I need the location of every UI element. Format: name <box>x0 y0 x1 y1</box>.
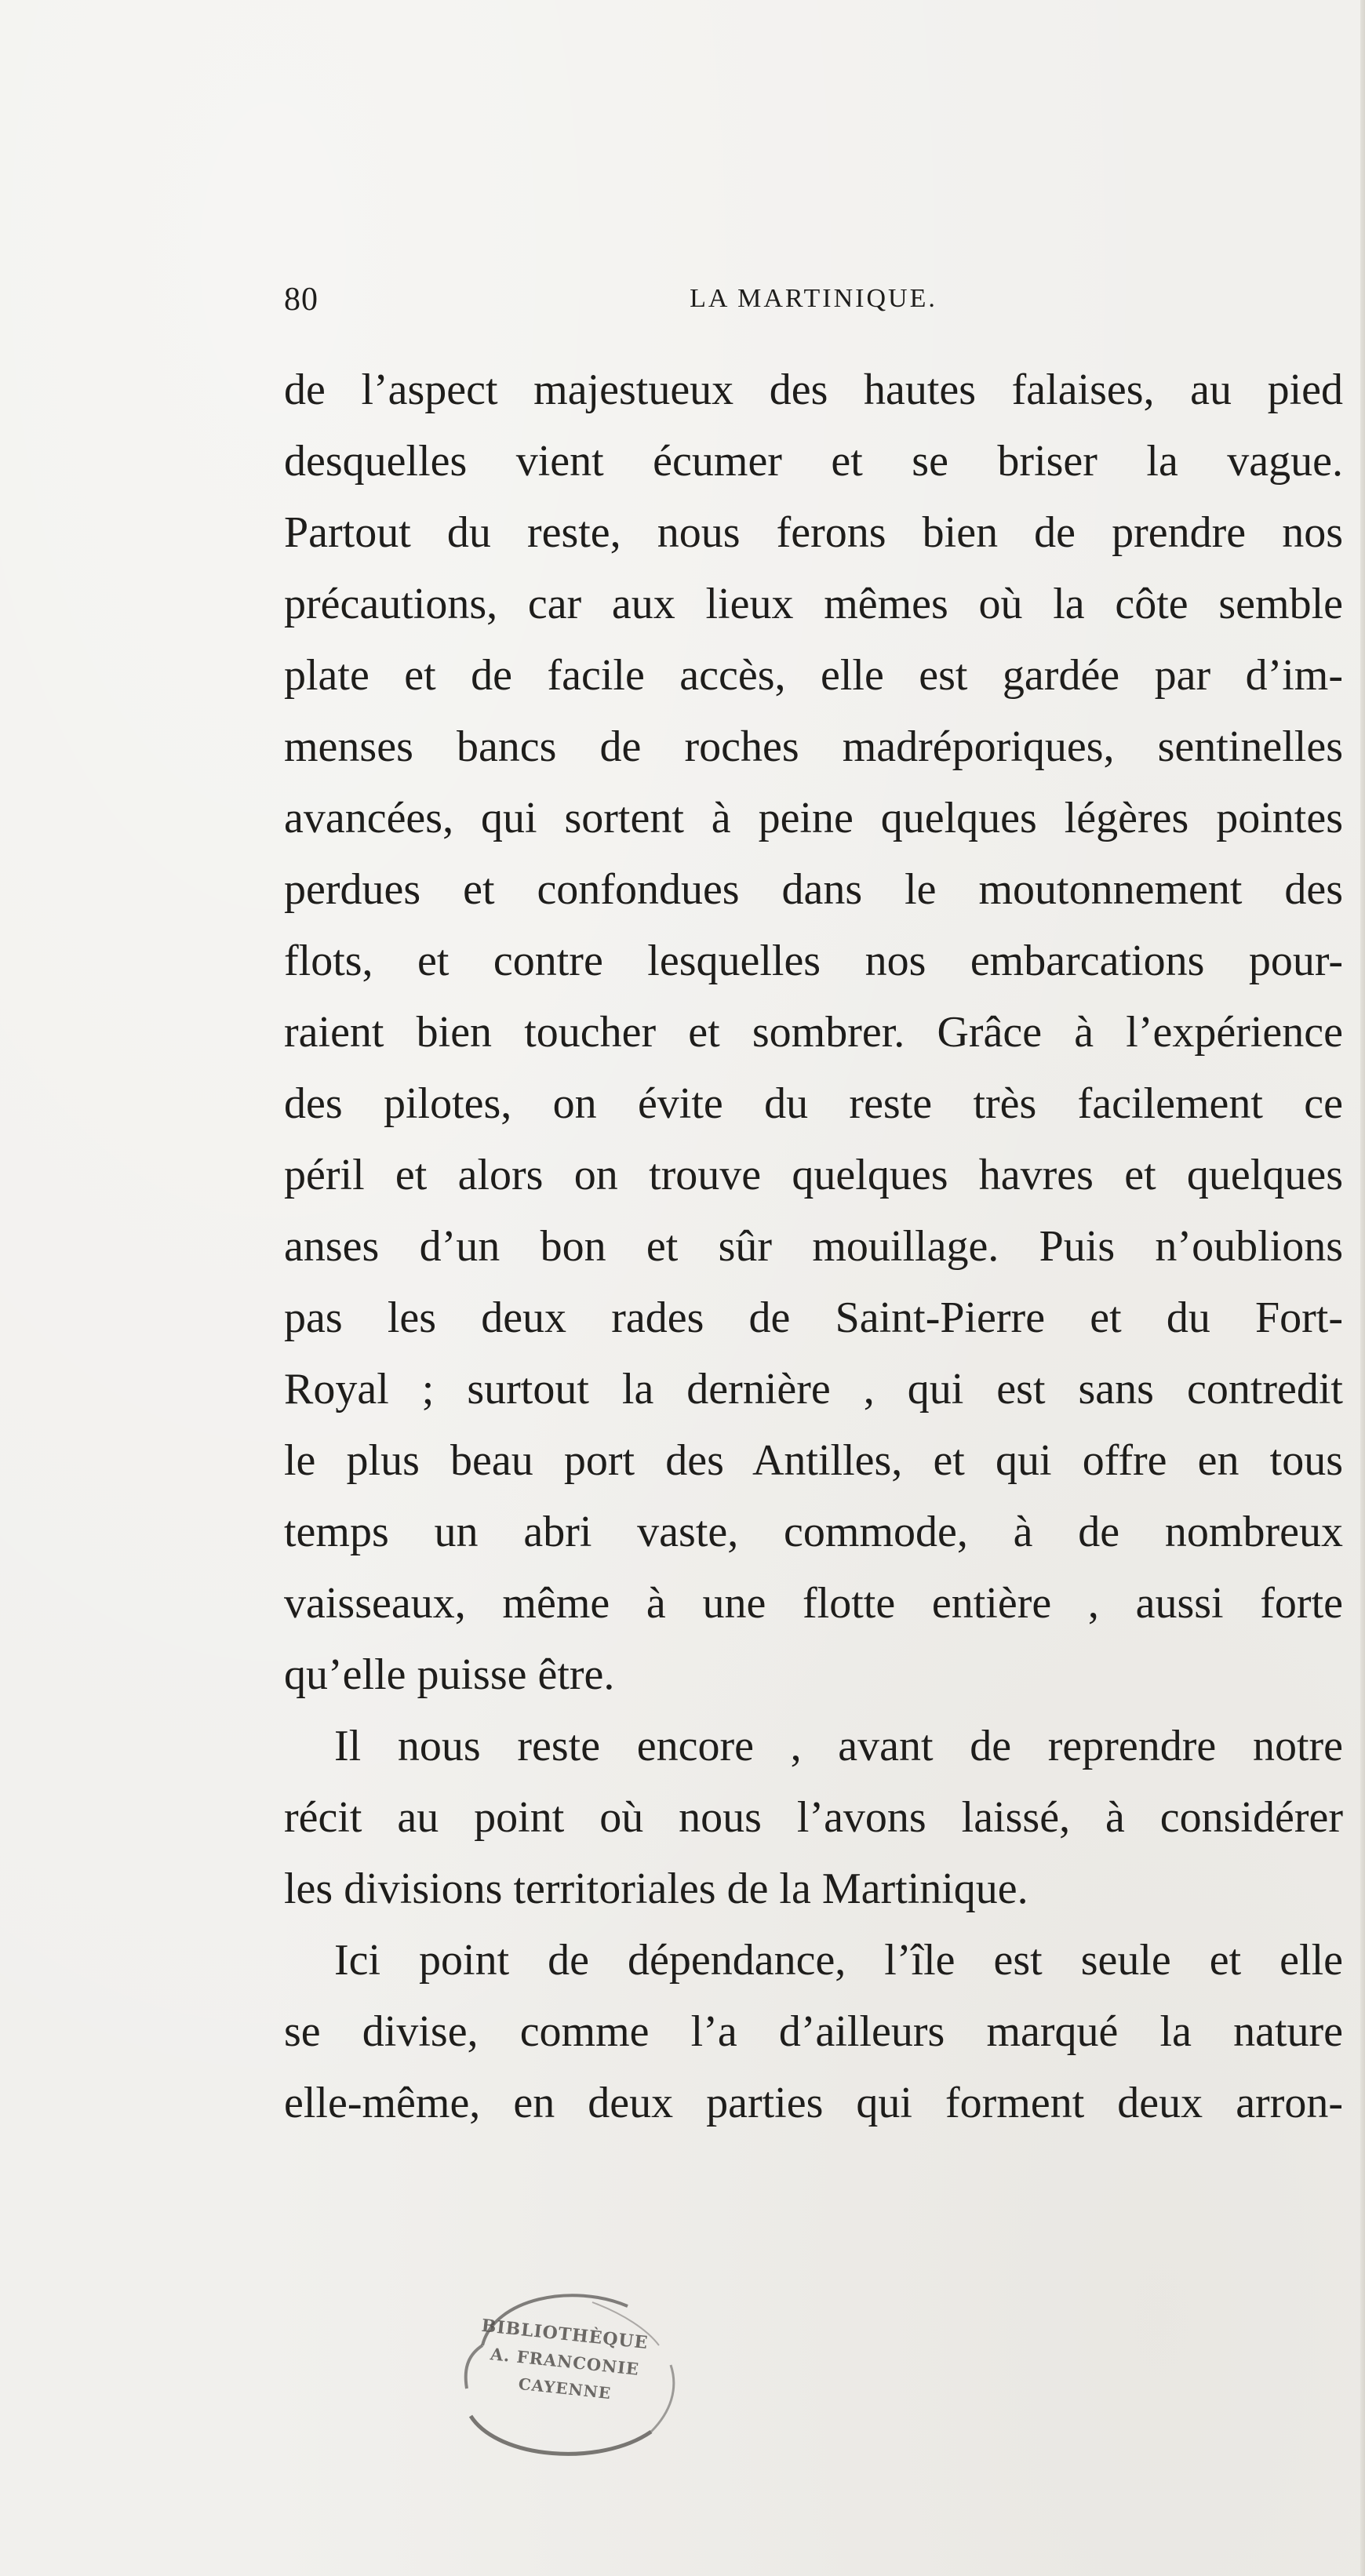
page-edge <box>1360 0 1365 2576</box>
library-stamp <box>435 2271 694 2471</box>
text-line: elle-même, en deux parties qui forment deux arron- <box>284 2079 1343 2127</box>
body-text <box>284 355 1343 2139</box>
text-line: raient bien toucher et sombrer. Grâce à l’expérience <box>284 1008 1343 1057</box>
text-line: Ici point de dépendance, l’île est seule et elle <box>334 1936 1343 1985</box>
stamp-text: CAYENNE <box>517 2374 613 2403</box>
text-line: récit au point où nous l’avons laissé, à considérer <box>284 1793 1343 1842</box>
running-title: LA MARTINIQUE. <box>690 284 937 313</box>
text-line: qu’elle puisse être. <box>284 1650 615 1699</box>
stamp-text: BIBLIOTHÈQUE <box>480 2315 650 2354</box>
text-line: de l’aspect majestueux des hautes falaises, au pied <box>284 366 1343 414</box>
text-line: se divise, comme l’a d’ailleurs marqué la nature <box>284 2007 1343 2056</box>
text-line: pas les deux rades de Saint-Pierre et du Fort- <box>284 1293 1343 1342</box>
text-line: perdues et confondues dans le moutonnement des <box>284 865 1343 914</box>
stamp-text: A. FRANCONIE <box>489 2344 641 2379</box>
text-line: précautions, car aux lieux mêmes où la côte semble <box>284 580 1343 628</box>
text-line: avancées, qui sortent à peine quelques légères pointes <box>284 794 1343 842</box>
text-line: des pilotes, on évite du reste très facilement ce <box>284 1079 1343 1128</box>
text-line: flots, et contre lesquelles nos embarcations pour- <box>284 937 1343 985</box>
text-line: anses d’un bon et sûr mouillage. Puis n’oublions <box>284 1222 1343 1271</box>
text-line: péril et alors on trouve quelques havres et quelques <box>284 1151 1343 1199</box>
running-head <box>284 281 1343 328</box>
text-line: les divisions territoriales de la Martinique. <box>284 1865 1028 1913</box>
text-line: Royal ; surtout la dernière , qui est sans contredit <box>284 1365 1343 1414</box>
text-line: Il nous reste encore , avant de reprendre notre <box>334 1722 1343 1770</box>
text-line: vaisseaux, même à une flotte entière , aussi forte <box>284 1579 1343 1628</box>
text-line: desquelles vient écumer et se briser la vague. <box>284 437 1343 486</box>
text-line: temps un abri vaste, commode, à de nombreux <box>284 1508 1343 1556</box>
text-line: menses bancs de roches madréporiques, sentinelles <box>284 722 1343 771</box>
text-line: plate et de facile accès, elle est gardée par d’im- <box>284 651 1343 700</box>
text-line: le plus beau port des Antilles, et qui offre en tous <box>284 1436 1343 1485</box>
text-line: Partout du reste, nous ferons bien de prendre nos <box>284 508 1343 557</box>
page-number: 80 <box>284 282 318 318</box>
